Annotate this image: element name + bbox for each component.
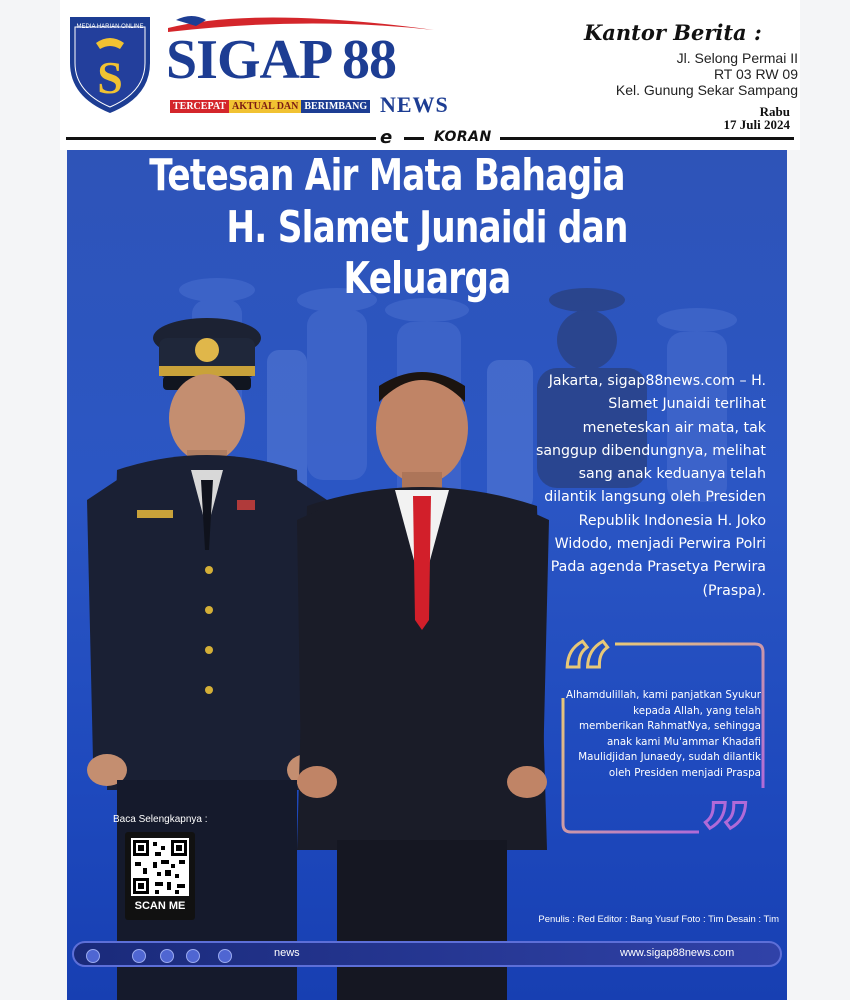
article-body: Jakarta, sigap88news.com – H. Slamet Junaidi terlihat meneteskan air mata, tak sanggup dibendungnya, melihat sang anak keduanya telah dilantik langsung oleh Presiden Republik Indonesia H. Joko Widodo, menjadi Perwira Polri Pada agenda Prasetya Perwira (Praspa). xyxy=(535,373,766,599)
tagline-item: TERCEPAT xyxy=(170,100,229,113)
instagram-icon[interactable] xyxy=(218,949,232,963)
qr-icon xyxy=(131,838,189,896)
tagline-item: BERIMBANG xyxy=(301,100,370,113)
youtube-icon[interactable] xyxy=(160,949,174,963)
edition-dash xyxy=(404,137,424,140)
office-address-line: Kel. Gunung Sekar Sampang xyxy=(615,82,798,98)
mail-icon[interactable] xyxy=(186,949,200,963)
hero-panel xyxy=(67,150,787,1000)
facebook-icon[interactable] xyxy=(86,949,100,963)
tagline xyxy=(170,100,370,113)
officer-figure xyxy=(87,318,327,1000)
issue-day: Rabu xyxy=(759,104,790,119)
qr-pattern xyxy=(131,838,189,896)
credits: Penulis : Red Editor : Bang Yusuf Foto : Tim Desain : Tim xyxy=(538,914,779,925)
twitter-icon[interactable] xyxy=(132,949,146,963)
edition-e: e xyxy=(380,127,393,148)
svg-text:S: S xyxy=(97,52,123,103)
shield-text-arc xyxy=(66,13,154,33)
headline-line-1: Tetesan Air Mata Bahagia xyxy=(149,150,625,201)
footer-bar xyxy=(72,941,782,967)
office-address-line: Jl. Selong Permai II xyxy=(676,50,798,66)
header-rule-right xyxy=(500,137,794,140)
header-rule-left xyxy=(66,137,376,140)
civilian-figure xyxy=(297,372,549,1000)
brand-name: SIGAP 88 xyxy=(166,29,397,91)
tagline-item: AKTUAL DAN xyxy=(229,100,301,113)
brand-wordmark xyxy=(166,10,456,122)
quote-text: Alhamdulillah, kami panjatkan Syukur kepada Allah, yang telah memberikan RahmatNya, sehingga anak kami Mu'ammar Khadafi Maulidjidan Junaedy, sudah dilantik oleh Presiden menjadi Praspa xyxy=(566,689,761,779)
qr-caption: Baca Selengkapnya : xyxy=(113,814,208,825)
edition-label: KORAN xyxy=(434,129,492,145)
headline-line-2: H. Slamet Junaidi dan Keluarga xyxy=(226,202,628,304)
office-address-line: RT 03 RW 09 xyxy=(713,66,798,82)
brand-news: NEWS xyxy=(380,92,449,117)
svg-text:“: “ xyxy=(561,638,613,730)
scan-me-label: SCAN ME xyxy=(134,900,186,912)
issue-date: 17 Juli 2024 xyxy=(723,117,790,132)
office-title: Kantor Berita : xyxy=(584,20,762,45)
social-handle[interactable]: news xyxy=(274,947,300,959)
website-link[interactable]: www.sigap88news.com xyxy=(620,947,735,959)
svg-text:MEDIA HARIAN ONLINE: MEDIA HARIAN ONLINE xyxy=(76,24,144,30)
svg-text:”: ” xyxy=(701,784,753,838)
qr-code[interactable] xyxy=(125,832,195,920)
